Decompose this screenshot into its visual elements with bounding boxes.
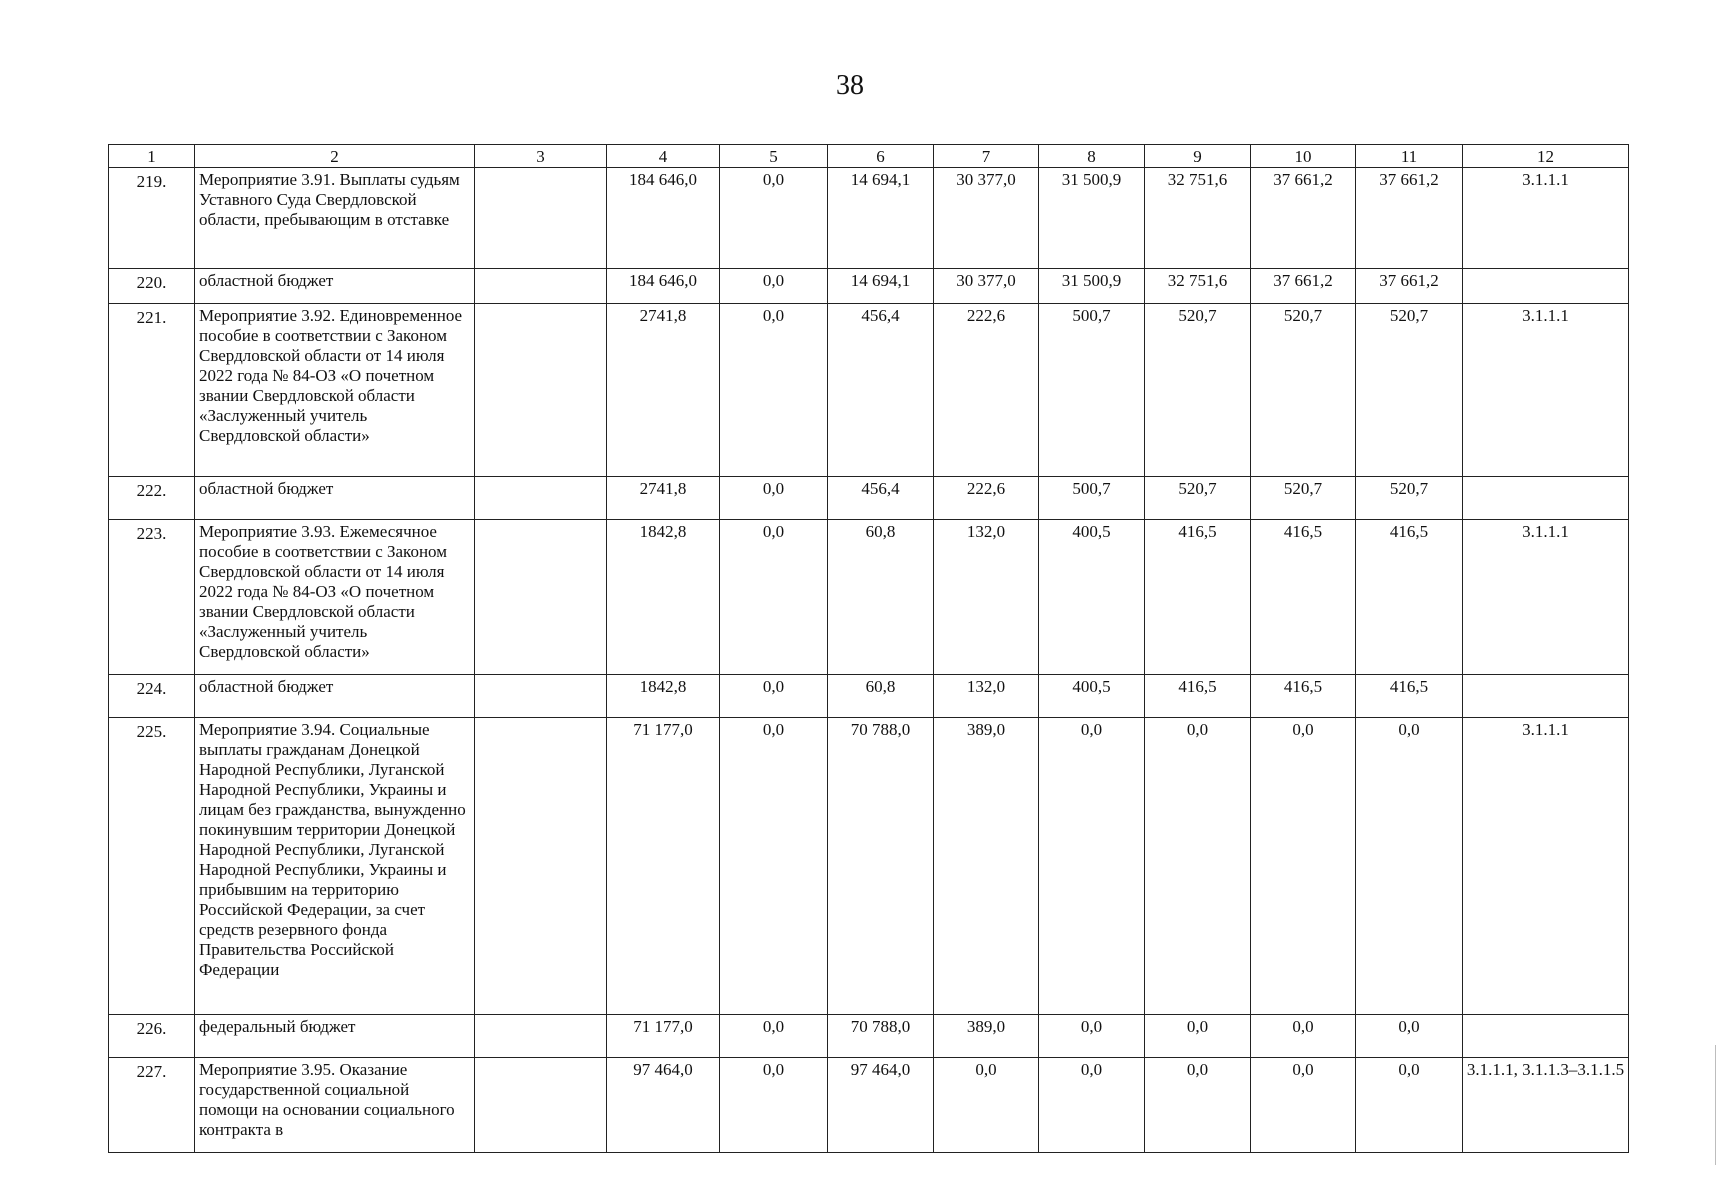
amount-cell: 416,5 xyxy=(1145,675,1251,718)
amount-cell: 416,5 xyxy=(1251,520,1356,675)
amount-cell: 0,0 xyxy=(1039,1058,1145,1153)
amount-cell: 97 464,0 xyxy=(607,1058,720,1153)
amount-cell: 132,0 xyxy=(934,675,1039,718)
amount-cell: 184 646,0 xyxy=(607,269,720,304)
row-number-cell: 225. xyxy=(109,718,195,1015)
event-name-cell: Мероприятие 3.92. Единовременное пособие в соответствии с Законом Свердловской области от 14 июля 2022 года № 84-ОЗ «О почетном звании Свердловской области «Заслуженный учитель Свердловской области» xyxy=(195,304,475,477)
amount-cell: 30 377,0 xyxy=(934,168,1039,269)
executor-cell xyxy=(475,520,607,675)
amount-cell: 1842,8 xyxy=(607,520,720,675)
amount-cell: 400,5 xyxy=(1039,675,1145,718)
amount-cell: 32 751,6 xyxy=(1145,168,1251,269)
column-header: 10 xyxy=(1251,145,1356,168)
amount-cell: 520,7 xyxy=(1356,304,1463,477)
amount-cell: 132,0 xyxy=(934,520,1039,675)
amount-cell: 71 177,0 xyxy=(607,718,720,1015)
table-row xyxy=(109,520,1629,675)
amount-cell: 37 661,2 xyxy=(1356,269,1463,304)
amount-cell: 456,4 xyxy=(828,304,934,477)
column-number-header xyxy=(109,145,1629,168)
amount-cell: 0,0 xyxy=(720,520,828,675)
amount-cell: 0,0 xyxy=(720,269,828,304)
amount-cell: 2741,8 xyxy=(607,304,720,477)
target-code-cell xyxy=(1463,1015,1629,1058)
amount-cell: 520,7 xyxy=(1251,477,1356,520)
column-header: 11 xyxy=(1356,145,1463,168)
amount-cell: 520,7 xyxy=(1145,304,1251,477)
amount-cell: 416,5 xyxy=(1356,520,1463,675)
row-number-cell: 224. xyxy=(109,675,195,718)
amount-cell: 0,0 xyxy=(1039,718,1145,1015)
executor-cell xyxy=(475,1015,607,1058)
table-row xyxy=(109,304,1629,477)
amount-cell: 31 500,9 xyxy=(1039,168,1145,269)
executor-cell xyxy=(475,477,607,520)
table-row xyxy=(109,269,1629,304)
target-code-cell: 3.1.1.1 xyxy=(1463,304,1629,477)
amount-cell: 0,0 xyxy=(720,1058,828,1153)
amount-cell: 416,5 xyxy=(1145,520,1251,675)
amount-cell: 1842,8 xyxy=(607,675,720,718)
amount-cell: 0,0 xyxy=(1356,1015,1463,1058)
column-header: 4 xyxy=(607,145,720,168)
row-number-cell: 227. xyxy=(109,1058,195,1153)
page-number: 38 xyxy=(836,70,864,101)
event-name-cell: Мероприятие 3.95. Оказание государственной социальной помощи на основании социального контракта в xyxy=(195,1058,475,1153)
table-row xyxy=(109,168,1629,269)
executor-cell xyxy=(475,718,607,1015)
column-header: 5 xyxy=(720,145,828,168)
amount-cell: 0,0 xyxy=(1039,1015,1145,1058)
amount-cell: 70 788,0 xyxy=(828,1015,934,1058)
amount-cell: 37 661,2 xyxy=(1251,269,1356,304)
target-code-cell: 3.1.1.1 xyxy=(1463,520,1629,675)
scan-edge-mark xyxy=(1715,1045,1716,1165)
table-row xyxy=(109,675,1629,718)
amount-cell: 31 500,9 xyxy=(1039,269,1145,304)
event-name-cell: областной бюджет xyxy=(195,269,475,304)
column-header: 7 xyxy=(934,145,1039,168)
amount-cell: 0,0 xyxy=(720,675,828,718)
executor-cell xyxy=(475,304,607,477)
event-name-cell: областной бюджет xyxy=(195,675,475,718)
amount-cell: 0,0 xyxy=(1145,718,1251,1015)
amount-cell: 520,7 xyxy=(1251,304,1356,477)
amount-cell: 0,0 xyxy=(1251,718,1356,1015)
amount-cell: 389,0 xyxy=(934,1015,1039,1058)
amount-cell: 520,7 xyxy=(1356,477,1463,520)
amount-cell: 0,0 xyxy=(720,1015,828,1058)
target-code-cell: 3.1.1.1, 3.1.1.3–3.1.1.5 xyxy=(1463,1058,1629,1153)
amount-cell: 0,0 xyxy=(720,718,828,1015)
column-header: 1 xyxy=(109,145,195,168)
event-name-cell: федеральный бюджет xyxy=(195,1015,475,1058)
amount-cell: 0,0 xyxy=(1145,1058,1251,1153)
amount-cell: 60,8 xyxy=(828,675,934,718)
event-name-cell: Мероприятие 3.93. Ежемесячное пособие в соответствии с Законом Свердловской области от 14 июля 2022 года № 84-ОЗ «О почетном звании Свердловской области «Заслуженный учитель Свердловской области» xyxy=(195,520,475,675)
amount-cell: 32 751,6 xyxy=(1145,269,1251,304)
amount-cell: 0,0 xyxy=(1356,1058,1463,1153)
table-row xyxy=(109,1015,1629,1058)
amount-cell: 30 377,0 xyxy=(934,269,1039,304)
amount-cell: 0,0 xyxy=(1145,1015,1251,1058)
row-number-cell: 219. xyxy=(109,168,195,269)
amount-cell: 222,6 xyxy=(934,477,1039,520)
amount-cell: 70 788,0 xyxy=(828,718,934,1015)
row-number-cell: 220. xyxy=(109,269,195,304)
amount-cell: 222,6 xyxy=(934,304,1039,477)
row-number-cell: 223. xyxy=(109,520,195,675)
amount-cell: 500,7 xyxy=(1039,304,1145,477)
amount-cell: 500,7 xyxy=(1039,477,1145,520)
target-code-cell: 3.1.1.1 xyxy=(1463,718,1629,1015)
column-header: 8 xyxy=(1039,145,1145,168)
executor-cell xyxy=(475,675,607,718)
target-code-cell xyxy=(1463,675,1629,718)
column-header: 9 xyxy=(1145,145,1251,168)
amount-cell: 456,4 xyxy=(828,477,934,520)
event-name-cell: Мероприятие 3.91. Выплаты судьям Уставного Суда Свердловской области, пребывающим в отставке xyxy=(195,168,475,269)
amount-cell: 37 661,2 xyxy=(1356,168,1463,269)
amount-cell: 71 177,0 xyxy=(607,1015,720,1058)
executor-cell xyxy=(475,168,607,269)
target-code-cell: 3.1.1.1 xyxy=(1463,168,1629,269)
amount-cell: 389,0 xyxy=(934,718,1039,1015)
amount-cell: 0,0 xyxy=(1356,718,1463,1015)
row-number-cell: 221. xyxy=(109,304,195,477)
amount-cell: 2741,8 xyxy=(607,477,720,520)
table-row xyxy=(109,477,1629,520)
amount-cell: 14 694,1 xyxy=(828,269,934,304)
amount-cell: 416,5 xyxy=(1251,675,1356,718)
amount-cell: 0,0 xyxy=(1251,1058,1356,1153)
event-name-cell: областной бюджет xyxy=(195,477,475,520)
amount-cell: 60,8 xyxy=(828,520,934,675)
row-number-cell: 226. xyxy=(109,1015,195,1058)
target-code-cell xyxy=(1463,477,1629,520)
amount-cell: 0,0 xyxy=(720,304,828,477)
column-header: 2 xyxy=(195,145,475,168)
amount-cell: 0,0 xyxy=(720,477,828,520)
amount-cell: 0,0 xyxy=(934,1058,1039,1153)
amount-cell: 0,0 xyxy=(720,168,828,269)
event-name-cell: Мероприятие 3.94. Социальные выплаты гражданам Донецкой Народной Республики, Луганской Народной Республики, Украины и лицам без гражданства, вынужденно покинувшим территории Донецкой Народной Республики, Луганской Народной Республики, Украины и прибывшим на территорию Российской Федерации, за счет средств резервного фонда Правительства Российской Федерации xyxy=(195,718,475,1015)
amount-cell: 0,0 xyxy=(1251,1015,1356,1058)
amount-cell: 14 694,1 xyxy=(828,168,934,269)
amount-cell: 184 646,0 xyxy=(607,168,720,269)
amount-cell: 416,5 xyxy=(1356,675,1463,718)
column-header: 3 xyxy=(475,145,607,168)
column-header: 12 xyxy=(1463,145,1629,168)
funding-table xyxy=(108,144,1629,1153)
executor-cell xyxy=(475,1058,607,1153)
executor-cell xyxy=(475,269,607,304)
amount-cell: 97 464,0 xyxy=(828,1058,934,1153)
column-header: 6 xyxy=(828,145,934,168)
row-number-cell: 222. xyxy=(109,477,195,520)
table-row xyxy=(109,718,1629,1015)
table-row xyxy=(109,1058,1629,1153)
target-code-cell xyxy=(1463,269,1629,304)
amount-cell: 520,7 xyxy=(1145,477,1251,520)
amount-cell: 400,5 xyxy=(1039,520,1145,675)
amount-cell: 37 661,2 xyxy=(1251,168,1356,269)
